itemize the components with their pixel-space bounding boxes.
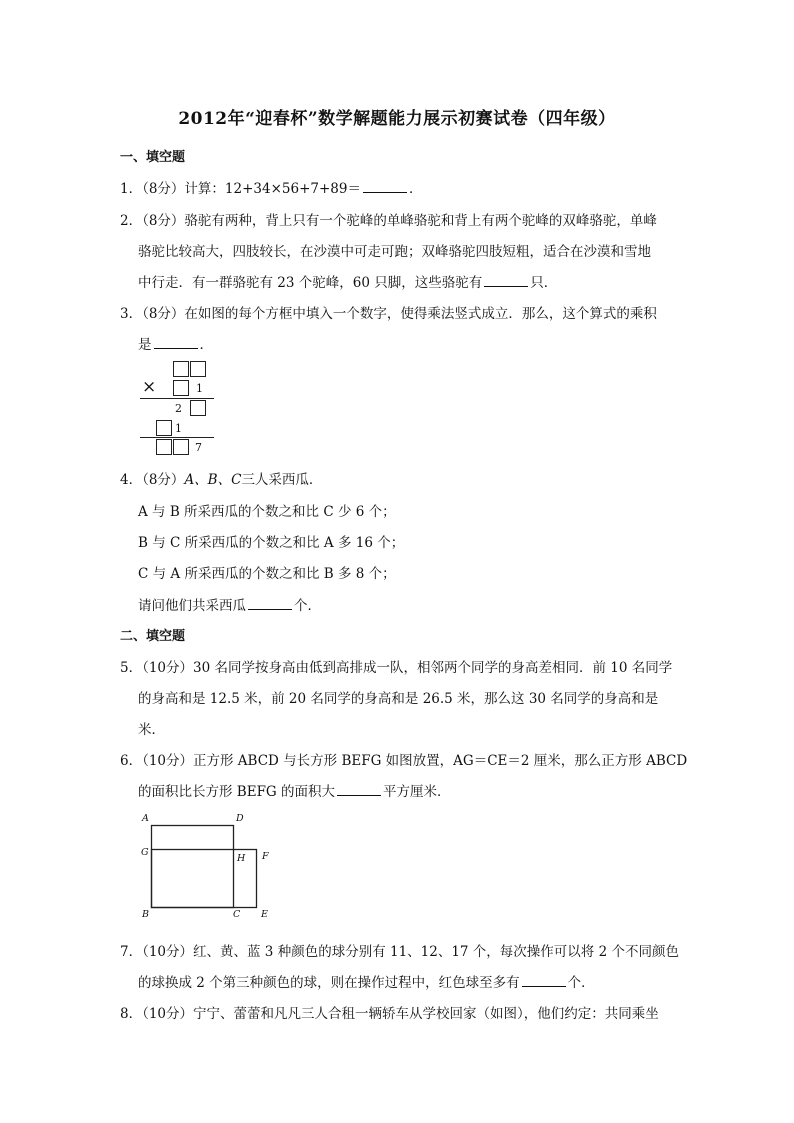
answer-blank: [522, 974, 566, 987]
page-title: 2012年“迎春杯”数学解题能力展示初赛试卷（四年级）: [178, 109, 616, 129]
digit-box: [173, 361, 189, 377]
digit-box: [173, 380, 189, 396]
section-heading-2: 二、填空题: [120, 629, 186, 644]
question-5-line-1: 5．（10分）30 名同学按身高由低到高排成一队，相邻两个同学的身高差相同．前 10 名同学: [120, 660, 673, 676]
digit-box: [190, 400, 206, 416]
question-2-text: 中行走．有一群骆驼有 23 个驼峰，60 只脚，这些骆驼有: [138, 275, 483, 291]
question-5-line-2: 的身高和是 12.5 米，前 20 名同学的身高和是 26.5 米，那么这 30 名同学的身高和是: [138, 691, 659, 707]
answer-blank: [484, 274, 528, 287]
question-3-line-1: 3．（8分）在如图的每个方框中填入一个数字，使得乘法竖式成立．那么，这个算式的乘积: [120, 306, 657, 322]
digit-box: [173, 439, 189, 455]
digit-box: [190, 361, 206, 377]
answer-blank: [154, 336, 198, 349]
question-7-line-1: 7．（10分）红、黄、蓝 3 种颜色的球分别有 11、12、17 个，每次操作可以将 2 个不同颜色: [120, 944, 679, 960]
question-4-number: 4．（8分）: [120, 472, 185, 488]
question-2-line-1: 2．（8分）骆驼有两种，背上只有一个驼峰的单峰骆驼和背上有两个驼峰的双峰骆驼，单峰: [120, 213, 657, 229]
question-4-vars: A、B、C: [184, 472, 242, 488]
answer-blank: [363, 180, 407, 193]
question-4-text: 请问他们共采西瓜: [138, 598, 246, 614]
question-1-text: 1．（8分）计算：12+34×56+7+89＝: [120, 181, 361, 197]
point-label-a: A: [142, 813, 149, 824]
question-8-line-1: 8．（10分）宁宁、蕾蕾和凡凡三人合租一辆轿车从学校回家（如图），他们约定：共同乘坐: [120, 1006, 659, 1022]
question-4-line-1: [120, 468, 680, 488]
question-3-text: 是: [138, 337, 152, 353]
point-label-h: H: [237, 853, 246, 864]
answer-blank: [337, 783, 381, 796]
question-6-line-1: 6．（10分）正方形 ABCD 与长方形 BEFG 如图放置，AG＝CE＝2 厘米，那么正方形 ABCD: [120, 753, 688, 769]
question-7-line-2: [138, 971, 698, 991]
section-heading-1: 一、填空题: [120, 150, 186, 165]
question-4-line-3: B 与 C 所采西瓜的个数之和比 A 多 16 个；: [138, 535, 405, 551]
question-4-line-4: C 与 A 所采西瓜的个数之和比 B 多 8 个；: [138, 566, 396, 582]
question-1: [120, 177, 680, 197]
question-4-text: 三人采西瓜．: [241, 472, 323, 488]
point-label-b: B: [142, 909, 149, 920]
digit-box: [156, 420, 172, 436]
answer-blank: [248, 597, 292, 610]
digit-label: 1: [196, 382, 203, 395]
question-1-suffix: ．: [408, 181, 423, 197]
question-2-line-3: [138, 271, 698, 291]
question-2-suffix: 只．: [530, 275, 558, 291]
point-label-c: C: [233, 909, 241, 920]
digit-label: 2: [175, 402, 182, 415]
point-label-g: G: [141, 847, 149, 858]
question-2-line-2: 骆驼比较高大，四肢较长，在沙漠中可走可跑；双峰骆驼四肢短粗，适合在沙漠和雪地: [138, 244, 651, 260]
point-label-d: D: [236, 813, 244, 824]
question-4-line-2: A 与 B 所采西瓜的个数之和比 C 少 6 个；: [138, 504, 396, 520]
digit-label: 1: [175, 422, 182, 435]
question-7-text: 的球换成 2 个第三种颜色的球，则在操作过程中，红色球至多有: [138, 975, 520, 991]
question-3-line-2: [138, 333, 698, 353]
question-4-suffix: 个．: [294, 598, 321, 614]
question-4-line-5: [138, 594, 698, 614]
point-label-e: E: [261, 909, 268, 920]
times-sign: ×: [142, 377, 157, 397]
question-3-suffix: ．: [199, 337, 213, 353]
point-label-f: F: [262, 851, 269, 862]
digit-label: 7: [195, 441, 202, 454]
question-6-line-2: [138, 780, 698, 800]
digit-box: [156, 439, 172, 455]
question-7-suffix: 个．: [567, 975, 595, 991]
question-6-text: 的面积比长方形 BEFG 的面积大: [138, 784, 336, 800]
question-5-line-3: 米．: [138, 722, 165, 738]
question-6-suffix: 平方厘米．: [383, 784, 451, 800]
